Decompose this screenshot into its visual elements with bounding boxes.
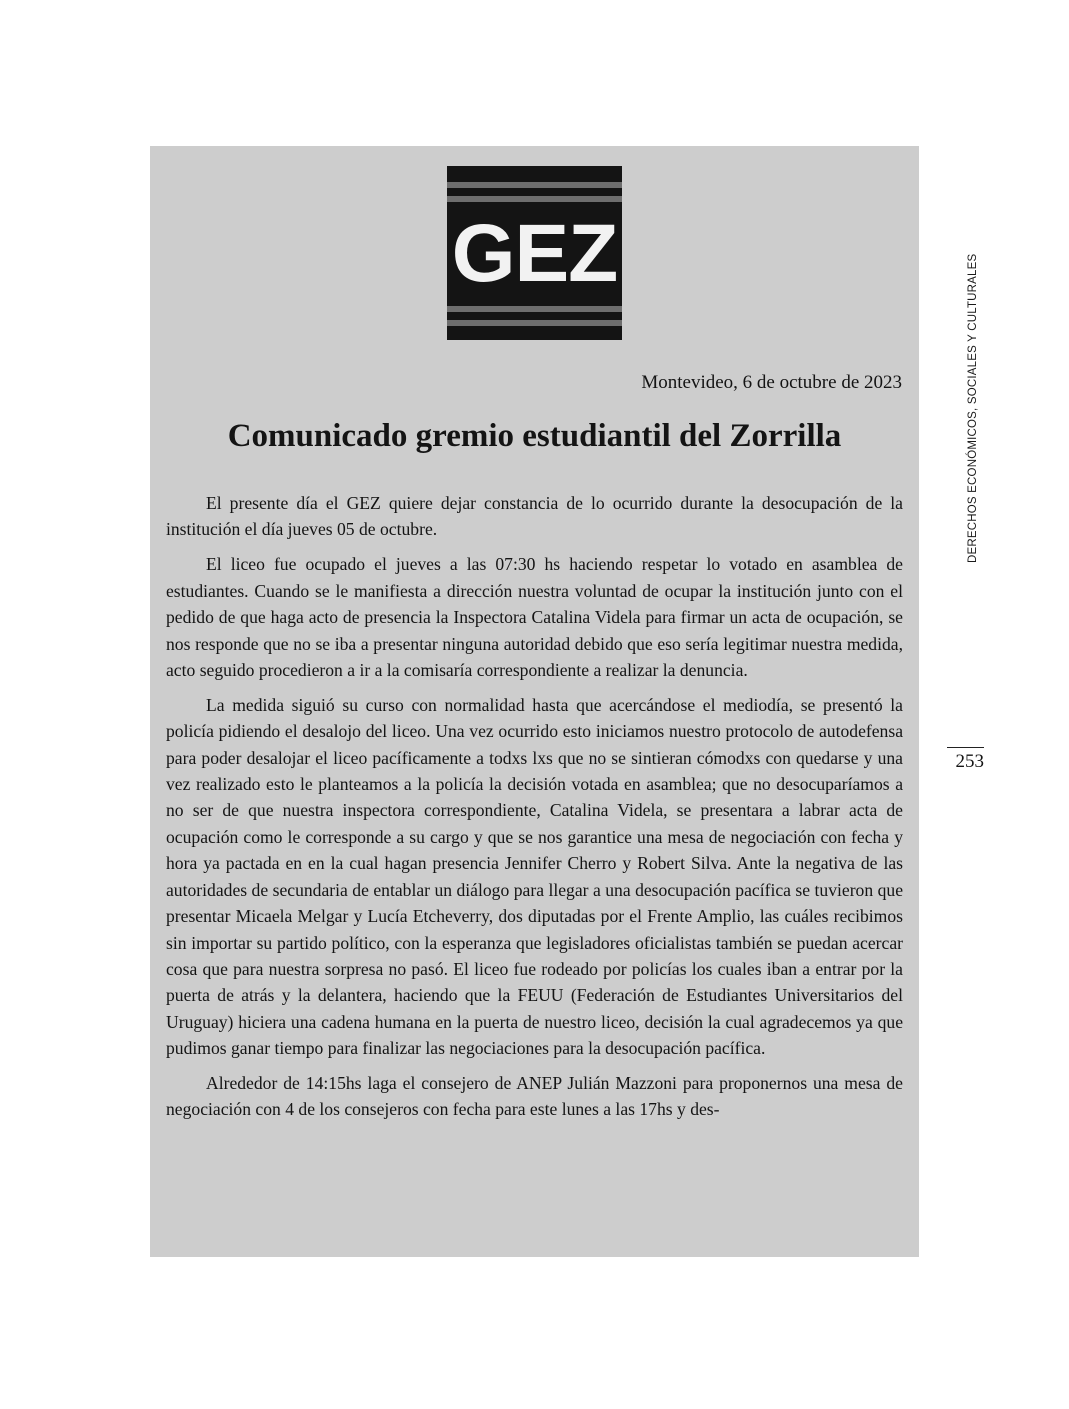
logo-stripe bbox=[447, 320, 622, 326]
date-line: Montevideo, 6 de octubre de 2023 bbox=[641, 372, 902, 393]
logo-stripe bbox=[447, 196, 622, 202]
page-number-rule bbox=[947, 747, 984, 748]
gez-logo bbox=[447, 166, 622, 340]
page-number: 253 bbox=[955, 751, 984, 772]
body-text bbox=[166, 490, 903, 1131]
paragraph: Alrededor de 14:15hs laga el consejero de ANEP Julián Mazzoni para proponernos una mesa de negociación con 4 de los consejeros con fecha para este lunes a las 17hs y des- bbox=[166, 1073, 903, 1120]
page-title: Comunicado gremio estudiantil del Zorrilla bbox=[227, 418, 842, 454]
logo-stripe bbox=[447, 306, 622, 312]
communique-panel bbox=[150, 146, 919, 1257]
logo-text: GEZ bbox=[451, 208, 618, 299]
paragraph: La medida siguió su curso con normalidad hasta que acercándose el mediodía, se presentó la policía pidiendo el desalojo del liceo. Una vez ocurrido esto iniciamos nuestro protocolo de autodefensa para poder desalojar el liceo pacíficamente a todxs lxs que no se sintieran cómodxs con quedarse y una vez realizado esto le planteamos a la policía la decisión votada en asamblea; que no desocuparíamos a no ser de que nuestra inspectora correspondiente, Catalina Videla, se presentara a labrar acta de ocupación como le corresponde a su cargo y que se nos garantice una mesa de negociación con fecha y hora ya pactada en en la cual hagan presencia Jennifer Cherro y Robert Silva. Ante la negativa de las autoridades de secundaria de entablar un diálogo para llegar a una desocupación pacífica se tuvieron que presentar Micaela Melgar y Lucía Etcheverry, dos diputadas por el Frente Amplio, las cuáles recibimos sin importar su partido político, con la esperanza que legisladores oficialistas también se puedan acercar cosa que para nuestra sorpresa no pasó. El liceo fue rodeado por policías los cuales iban a entrar por la puerta de atrás y la delantera, haciendo que la FEUU (Federación de Estudiantes Universitarios del Uruguay) hiciera una cadena humana en la puerta de nuestro liceo, decisión la cual agradecemos ya que pudimos ganar tiempo para finalizar las negociaciones para la desocupación pacífica. bbox=[166, 694, 903, 1059]
paragraph: El presente día el GEZ quiere dejar constancia de lo ocurrido durante la desocupación de la institución el día jueves 05 de octubre. bbox=[166, 493, 903, 540]
logo-stripe bbox=[447, 182, 622, 188]
paragraph: El liceo fue ocupado el jueves a las 07:30 hs haciendo respetar lo votado en asamblea de estudiantes. Cuando se le manifiesta a dirección nuestra voluntad de ocupar la institución junto con el pedido de que haga acto de presencia la Inspectora Catalina Videla para firmar un acta de ocupación, se nos responde que no se iba a presentar ninguna autoridad debido que eso sería legitimar nuestra medida, acto seguido procedieron a ir a la comisaría correspondiente a realizar la denuncia. bbox=[166, 554, 903, 680]
section-label: DERECHOS ECONÓMICOS, SOCIALES Y CULTURALES bbox=[967, 253, 979, 563]
